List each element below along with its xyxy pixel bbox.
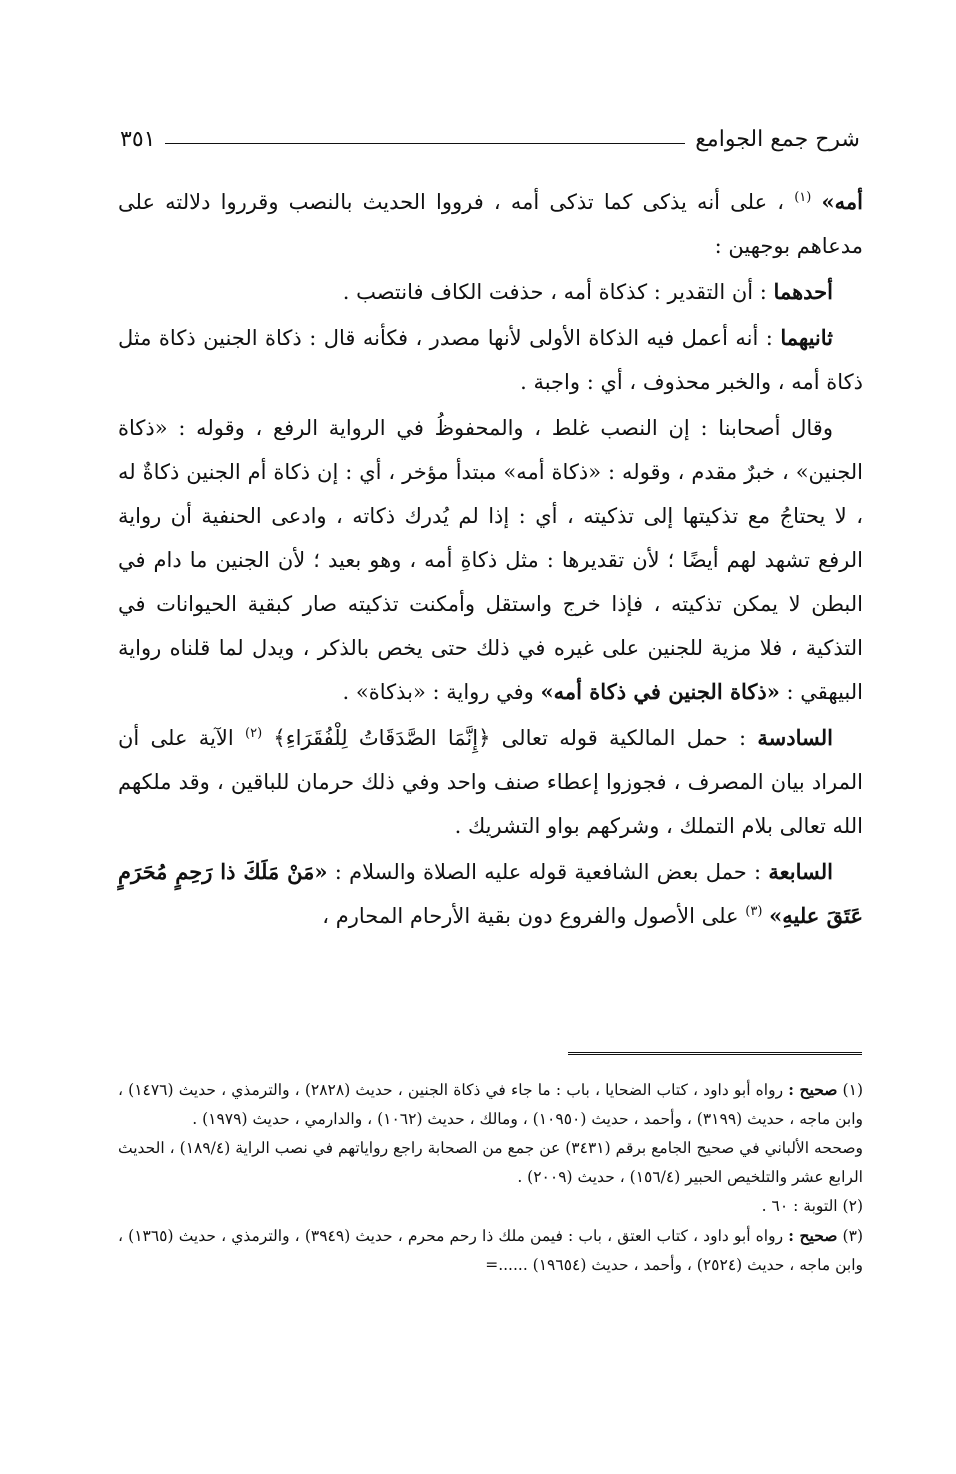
header-rule — [165, 143, 685, 144]
hadith-quote: «مَنْ مَلَكَ ذا رَحِمٍ مُحَرَمٍ عَتَقَ عليهِ» — [118, 859, 863, 928]
paragraph-lead: السادسة — [757, 725, 833, 750]
main-text — [118, 180, 863, 938]
paragraph — [118, 180, 863, 268]
paragraph-tail: وفي رواية : «بذكاة» . — [342, 680, 534, 704]
paragraph-lead: أمه» — [821, 189, 863, 214]
paragraph-text: : أن التقدير : كذكاة أمه ، حذفت الكاف فانتصب . — [342, 280, 767, 304]
paragraph-text: على الأصول والفروع دون بقية الأرحام المحارم ، — [322, 904, 739, 928]
footnote-grade: صحيح : — [788, 1226, 838, 1245]
footnote-ref: (٢) — [245, 726, 263, 741]
paragraph — [118, 716, 863, 848]
page-header — [120, 122, 860, 156]
footnote-number: (١) — [842, 1081, 863, 1099]
bold-quote: «ذكاة الجنين في ذكاة أمه» — [540, 679, 780, 704]
paragraph-text: الآية على أن المراد بيان المصرف ، فجوزوا إعطاء صنف واحد وفي ذلك حرمان للباقين ، وقد ملكهم الله تعالى بلام التملك ، وشركهم بواو التشريك . — [118, 726, 864, 838]
footnote-separator — [568, 1052, 862, 1058]
paragraph-text: : أنه أعمل فيه الذكاة الأولى لأنها مصدر ، فكأنه قال : ذكاة الجنين ذكاة مثل ذكاة أمه ، والخبر محذوف ، أي : واجبة . — [118, 326, 863, 394]
running-title: شرح جمع الجوامع — [695, 126, 860, 152]
footnotes — [118, 1075, 863, 1280]
paragraph-lead: السابعة — [768, 859, 833, 884]
footnote — [118, 1075, 863, 1134]
page-number: ٣٥١ — [120, 126, 156, 152]
paragraph-lead: أحدهما — [773, 279, 833, 304]
quran-verse: ﴿إِنَّمَا الصَّدَقَاتُ لِلْفُقَرَاءِ﴾ — [273, 726, 491, 750]
footnote-number: (٢) — [842, 1197, 863, 1215]
footnote-text: رواه أبو داود ، كتاب الضحايا ، باب : ما جاء في ذكاة الجنين ، حديث (٢٨٢٨) ، والترمذي ، حديث (١٤٧٦) ، وابن ماجه ، حديث (٣١٩٩) ، وأحمد ، حديث (١٠٩٥٠) ، ومالك ، حديث (١٠٦٢) ، والدارمي ، حديث (١٩٧٩) . — [118, 1081, 863, 1128]
footnote-text: التوبة : ٦٠ . — [761, 1197, 838, 1215]
paragraph-text: : حمل بعض الشافعية قوله عليه الصلاة والسلام : — [334, 860, 762, 884]
footnote-continuation: وصححه الألباني في صحيح الجامع برقم (٣٤٣١) عن جمع من الصحابة راجع رواياتهم في نصب الراية (١٨٩/٤) ، الحديث الرابع عشر والتلخيص الحبير (١٥٦/٤) ، حديث (٢٠٠٩) . — [118, 1139, 864, 1186]
paragraph-lead: ثانيهما — [780, 325, 833, 350]
paragraph-text: : حمل المالكية قوله تعالى — [501, 726, 747, 750]
paragraph-text: وقال أصحابنا : إن النصب غلط ، والمحفوظُ في الرواية الرفع ، وقوله : «ذكاة الجنين» ، خبرٌ مقدم ، وقوله : «ذكاة أمه» مبتدأ مؤخر ، أي : إن ذكاة أم الجنين ذكاةٌ له ، لا يحتاجُ مع تذكيتها إلى تذكيته ، أي : إذا لم يُدرك ذكاته ، وادعى الحنفية أن رواية الرفع تشهد لهم أيضًا ؛ لأن تقديرها : مثل ذكاةِ أمه ، وهو بعيد ؛ لأن الجنين ما دام في البطن لا يمكن تذكيته ، فإذا خرج واستقل وأمكنت تذكيته صار كبقية الحيوانات في التذكية ، فلا مزية للجنين على غيره في ذلك حتى يخص بالذكر ، ويدل لما قلناه رواية البيهقي : — [118, 416, 863, 704]
footnote-number: (٣) — [842, 1227, 863, 1245]
paragraph — [118, 406, 863, 714]
paragraph-text: ، على أنه يذكى كما تذكى أمه ، فرووا الحديث بالنصب وقرروا دلالته على مدعاهم بوجهين : — [118, 190, 863, 258]
paragraph — [118, 850, 863, 938]
footnote-ref: (٣) — [745, 904, 763, 919]
footnote — [118, 1221, 863, 1280]
paragraph — [118, 316, 863, 404]
paragraph — [118, 270, 863, 314]
footnote-text: رواه أبو داود ، كتاب العتق ، باب : فيمن ملك ذا رحم محرم ، حديث (٣٩٤٩) ، والترمذي ، حديث (١٣٦٥) ، وابن ماجه ، حديث (٢٥٢٤) ، وأحمد ، حديث (١٩٦٥٤) ......= — [118, 1227, 863, 1274]
footnote-ref: (١) — [794, 190, 812, 205]
footnote-grade: صحيح : — [788, 1080, 838, 1099]
footnote — [118, 1192, 863, 1221]
